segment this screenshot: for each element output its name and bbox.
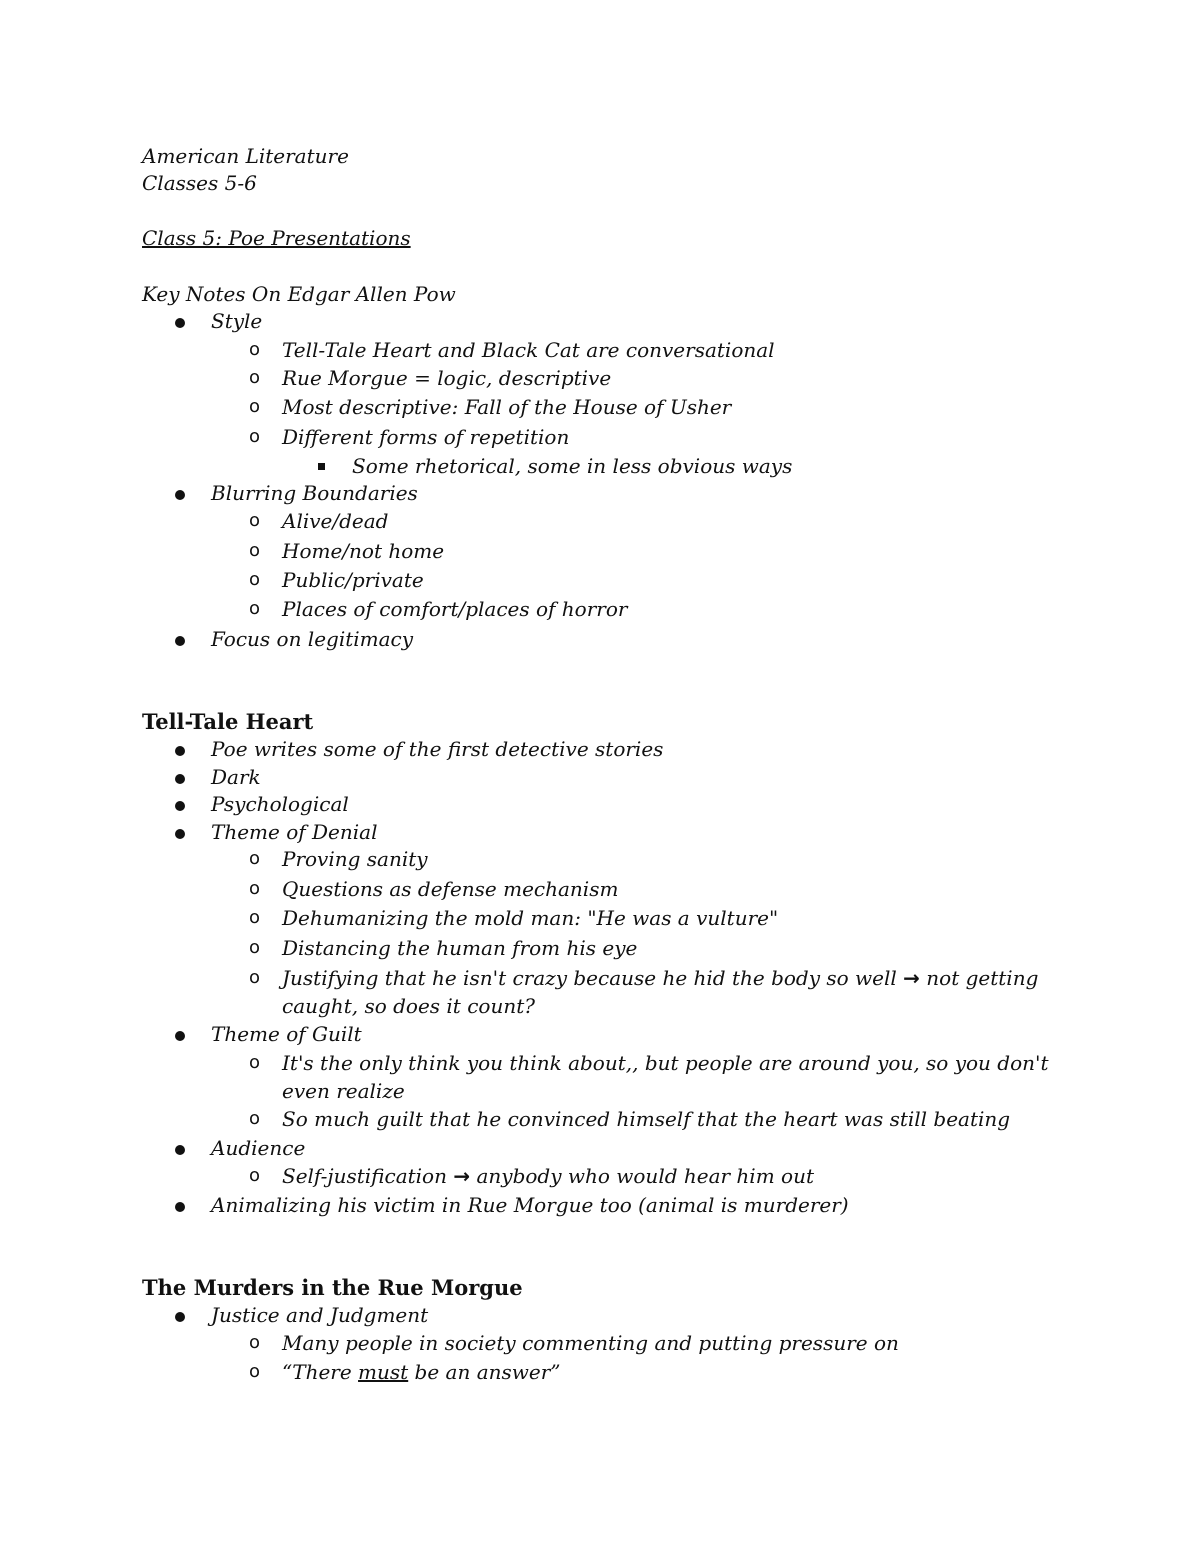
bullet-dot — [175, 318, 185, 328]
rue-morgue-heading: The Murders in the Rue Morgue — [142, 1275, 523, 1300]
list-item: Home/not home — [282, 539, 445, 563]
list-item: Rue Morgue = logic, descriptive — [282, 366, 612, 390]
class-5-heading: Class 5: Poe Presentations — [142, 226, 411, 250]
bullet-dot — [175, 490, 185, 500]
list-item: Most descriptive: Fall of the House of Usher — [282, 395, 732, 419]
list-item-continuation: caught, so does it count? — [282, 994, 535, 1018]
bullet-circle: o — [249, 1332, 261, 1353]
list-item: Public/private — [282, 568, 424, 592]
bullet-dot — [175, 829, 185, 839]
bullet-circle: o — [249, 848, 261, 869]
bullet-circle: o — [249, 937, 261, 958]
legitimacy-item: Focus on legitimacy — [211, 627, 414, 651]
course-title: American Literature — [142, 144, 349, 168]
list-item: Tell-Tale Heart and Black Cat are conversational — [282, 338, 775, 362]
classes-label: Classes 5-6 — [142, 171, 257, 195]
list-item: Some rhetorical, some in less obvious ways — [352, 454, 793, 478]
audience-text-a: Self-justification — [282, 1164, 447, 1188]
list-item: Dehumanizing the mold man: "He was a vulture" — [282, 906, 779, 930]
bullet-circle: o — [249, 367, 261, 388]
audience-label: Audience — [211, 1136, 306, 1160]
list-item: Questions as defense mechanism — [282, 877, 619, 901]
list-item: Poe writes some of the first detective stories — [211, 737, 664, 761]
bullet-circle: o — [249, 569, 261, 590]
bullet-circle: o — [249, 967, 261, 988]
justice-label: Justice and Judgment — [211, 1303, 429, 1327]
style-label: Style — [211, 309, 263, 333]
bullet-circle: o — [249, 907, 261, 928]
guilt-label: Theme of Guilt — [211, 1022, 362, 1046]
bullet-dot — [175, 1202, 185, 1212]
list-item: So much guilt that he convinced himself that the heart was still beating — [282, 1107, 1011, 1131]
list-item: Places of comfort/places of horror — [282, 597, 628, 621]
list-item: Different forms of repetition — [282, 425, 570, 449]
bullet-circle: o — [249, 426, 261, 447]
list-item: Many people in society commenting and putting pressure on — [282, 1331, 899, 1355]
bullet-dot — [175, 1312, 185, 1322]
list-item: Alive/dead — [282, 509, 389, 533]
list-item — [282, 1360, 561, 1384]
bullet-circle: o — [249, 510, 261, 531]
list-item: Distancing the human from his eye — [282, 936, 638, 960]
justify-text-a: Justifying that he isn't crazy because he hid the body so well — [282, 966, 897, 990]
bullet-circle: o — [249, 878, 261, 899]
bullet-dot — [175, 1145, 185, 1155]
bullet-square — [318, 463, 325, 470]
bullet-dot — [175, 746, 185, 756]
bullet-dot — [175, 774, 185, 784]
bullet-circle: o — [249, 1165, 261, 1186]
denial-label: Theme of Denial — [211, 820, 378, 844]
bullet-dot — [175, 636, 185, 646]
bullet-circle: o — [249, 1108, 261, 1129]
bullet-circle: o — [249, 598, 261, 619]
justify-text-b: not getting — [926, 966, 1039, 990]
quote-text-a: “There — [282, 1360, 359, 1384]
list-item: Psychological — [211, 792, 349, 816]
list-item: It's the only think you think about,, but people are around you, so you don't — [282, 1051, 1049, 1075]
list-item — [282, 966, 1038, 990]
bullet-circle: o — [249, 1361, 261, 1382]
bullet-circle: o — [249, 339, 261, 360]
boundaries-label: Blurring Boundaries — [211, 481, 418, 505]
bullet-dot — [175, 1031, 185, 1041]
list-item: Proving sanity — [282, 847, 428, 871]
bullet-dot — [175, 801, 185, 811]
arrow-right-icon: → — [453, 1164, 471, 1188]
bullet-circle: o — [249, 396, 261, 417]
bullet-circle: o — [249, 540, 261, 561]
list-item-continuation: even realize — [282, 1079, 405, 1103]
list-item: Animalizing his victim in Rue Morgue too (animal is murderer) — [211, 1193, 849, 1217]
bullet-circle: o — [249, 1052, 261, 1073]
arrow-right-icon: → — [903, 966, 920, 990]
tell-tale-heading: Tell-Tale Heart — [142, 709, 314, 734]
audience-text-b: anybody who would hear him out — [476, 1164, 814, 1188]
list-item — [282, 1164, 814, 1188]
list-item: Dark — [211, 765, 261, 789]
key-notes-title: Key Notes On Edgar Allen Pow — [142, 282, 456, 306]
quote-text-c: be an answer” — [408, 1360, 561, 1384]
quote-emphasis: must — [358, 1360, 409, 1384]
